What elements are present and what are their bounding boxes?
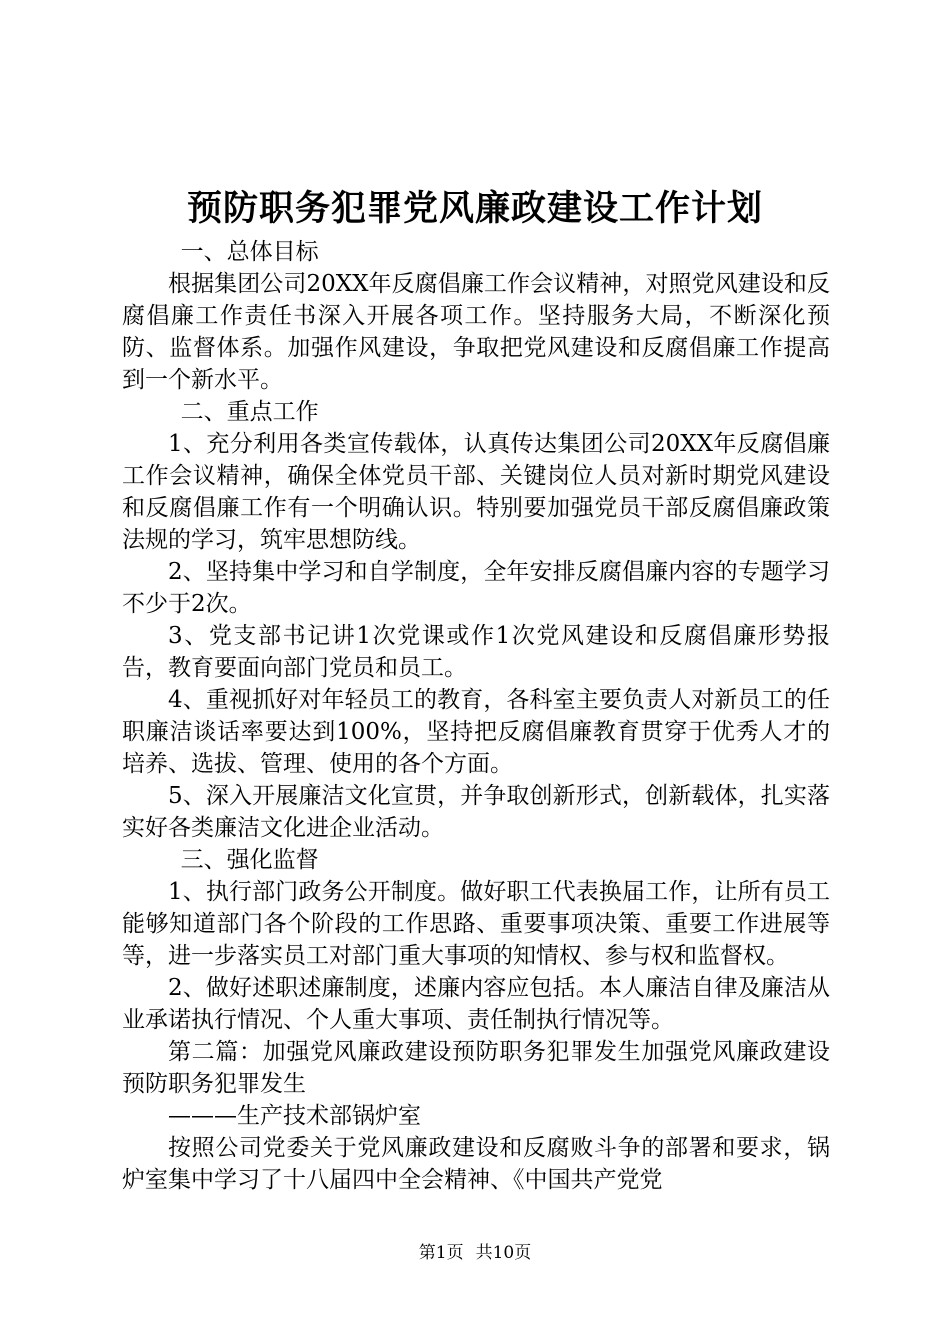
page-footer <box>0 1241 950 1265</box>
body-paragraph: 2、坚持集中学习和自学制度，全年安排反腐倡廉内容的专题学习不少于2次。 <box>122 559 830 617</box>
body-paragraph: 第二篇：加强党风廉政建设预防职务犯罪发生加强党风廉政建设预防职务犯罪发生 <box>122 1039 830 1097</box>
body-paragraph: 4、重视抓好对年轻员工的教育，各科室主要负责人对新员工的任职廉洁谈话率要达到100%，坚持把反腐倡廉教育贯穿于优秀人才的培养、选拔、管理、使用的各个方面。 <box>122 687 830 777</box>
body-paragraph: 3、党支部书记讲1次党课或作1次党风建设和反腐倡廉形势报告，教育要面向部门党员和员工。 <box>122 623 830 681</box>
document-title: 预防职务犯罪党风廉政建设工作计划 <box>186 188 763 229</box>
section-heading: 二、重点工作 <box>180 399 319 425</box>
page-number: 第1页 <box>418 1243 464 1263</box>
body-paragraph: 1、充分利用各类宣传载体，认真传达集团公司20XX年反腐倡廉工作会议精神，确保全体党员干部、关键岗位人员对新时期党风建设和反腐倡廉工作有一个明确认识。特别要加强党员干部反腐倡廉政策法规的学习，筑牢思想防线。 <box>122 431 830 553</box>
body-paragraph: 5、深入开展廉洁文化宣贯，并争取创新形式，创新载体，扎实落实好各类廉洁文化进企业活动。 <box>122 783 830 841</box>
body-paragraph: 1、执行部门政务公开制度。做好职工代表换届工作，让所有员工能够知道部门各个阶段的工作思路、重要事项决策、重要工作进展等等，进一步落实员工对部门重大事项的知情权、参与权和监督权。 <box>122 879 830 969</box>
section-heading: 一、总体目标 <box>180 239 319 265</box>
body-paragraph: 2、做好述职述廉制度，述廉内容应包括。本人廉洁自律及廉洁从业承诺执行情况、个人重大事项、责任制执行情况等。 <box>122 975 830 1033</box>
body-paragraph: 根据集团公司20XX年反腐倡廉工作会议精神，对照党风建设和反腐倡廉工作责任书深入开展各项工作。坚持服务大局，不断深化预防、监督体系。加强作风建设，争取把党风建设和反腐倡廉工作提高到一个新水平。 <box>122 271 830 393</box>
body-paragraph: 按照公司党委关于党风廉政建设和反腐败斗争的部署和要求，锅炉室集中学习了十八届四中全会精神、《中国共产党党 <box>122 1135 830 1193</box>
section-heading: 三、强化监督 <box>180 847 319 873</box>
document-body <box>122 236 830 1196</box>
body-paragraph: ———生产技术部锅炉室 <box>168 1103 421 1129</box>
page-total: 共10页 <box>475 1243 532 1263</box>
